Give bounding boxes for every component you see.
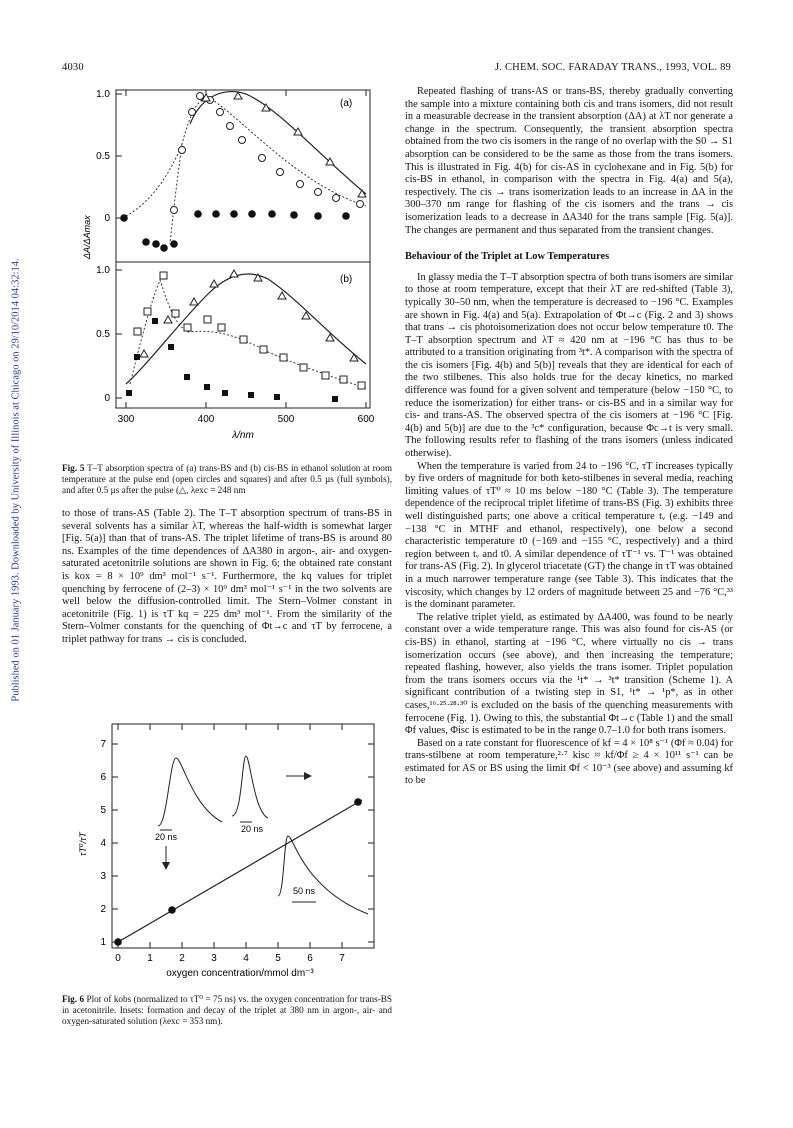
- xtick-300: 300: [117, 414, 135, 425]
- panel-b-filled-squares: [126, 318, 338, 402]
- data-point-oxygen: [354, 798, 362, 806]
- f6-ytick-2: 2: [100, 904, 106, 915]
- figure-6-ylabel: τT⁰/τT: [78, 832, 88, 856]
- f6-ytick-7: 7: [100, 739, 106, 750]
- inset-1-label: 20 ns: [154, 832, 178, 842]
- section-heading: Behaviour of the Triplet at Low Temperatures: [405, 251, 610, 263]
- y-ticks-a: [96, 89, 122, 224]
- figure-5-caption-text: T–T absorption spectra of (a) trans-BS and (b) cis-BS in ethanol solution at room temperature at the pulse end (open circles and squares) and after 0.5 µs (full symbols), and after 0.5 µs after the pulse (△, λexc = 248 nm: [62, 463, 392, 495]
- figure-6-xticks: [115, 724, 345, 964]
- f6-xtick-7: 7: [339, 953, 345, 964]
- f6-xtick-1: 1: [147, 953, 153, 964]
- f6-ytick-5: 5: [100, 805, 106, 816]
- xtick-600: 600: [357, 414, 375, 425]
- download-watermark: [10, 250, 22, 710]
- ytick-b-0: 0: [104, 393, 110, 404]
- x-ticks: [118, 90, 375, 425]
- right-paragraph-5: Based on a rate constant for fluorescence of kf = 4 × 10⁸ s⁻¹ (Φf ≈ 0.04) for trans-stilbene at room temperature,²·⁷ kisc ≈ kf/Φf ≥ 4 × 10¹¹ s⁻¹ can be estimated for AS or BS using the limit Φf < 10⁻³ (see above) and assuming kf to be: [405, 737, 733, 787]
- f6-xtick-3: 3: [211, 953, 217, 964]
- figure-6-caption-label: Fig. 6: [62, 994, 85, 1004]
- right-paragraph-3: When the temperature is varied from 24 to −196 °C, τT increases typically by five orders of magnitude for both keto-stilbenes in several media, reaching limiting values of τT⁰ ≈ 10 ms below −180 °C (Table 3). The temperature dependence of the reciprocal triplet lifetime of trans-BS (Fig. 3) exhibits three well distinguished parts; one above a critical temperature tᵥ (e.g. −149 and −138 °C in MTHF and ethanol, respectively), one below a second characteristic temperature t0 (−169 and −155 °C, respectively) and a third region between tᵥ and t0. A similar dependence of τT⁻¹ vs. T⁻¹ was obtained for trans-AS (Fig. 2). In glycerol triacetate (GT) the change in τT was obtained in a much narrower temperature range (see Table 3). This indicates that the viscosity, which changes by 12 orders of magnitude between 25 and −76 °C,³³ is the dominant parameter.: [405, 460, 734, 611]
- ytick-b-1: 1.0: [96, 265, 110, 276]
- right-paragraph-4: The relative triplet yield, as estimated by ΔA400, was found to be nearly constant over a wide temperature range. This was also found for cis-AS (or cis-BS) in ethanol, starting at −196 °C, where virtually no cis → trans isomerization occurs (see above), and then increasing the temperature; repeated flashing, however, also yields the trans isomer. Triplet population from the trans isomers occurs via the ¹t* → ³t* transition (Scheme 1). A significant contribution of a twisting step in S1, ¹t* → ¹p*, as in other cases,¹⁶·²⁵·²⁸·³⁰ is excluded on the basis of the quenching measurements with ferrocene (Fig. 1). Owing to this, the substantial Φt→c (Table 1) and the small Φf values, Φisc is estimated to be in the range 0.7–1.0 for both trans isomers.: [405, 611, 733, 737]
- left-body-text: [62, 508, 392, 647]
- left-paragraph: to those of trans-AS (Table 2). The T–T absorption spectrum of trans-BS in several solvents has a similar λT, whereas the half-width is somewhat larger [Fig. 5(a)] than that of trans-AS. The triplet lifetime of trans-BS is around 80 ns. Examples of the time dependences of ΔA380 in argon-, air- and oxygen-saturated acetonitrile solutions are shown in Fig. 6; the obtained rate constant is kox = 8 × 10⁹ dm³ mol⁻¹ s⁻¹. Furthermore, the kq values for triplet quenching by ferrocene of (2–3) × 10⁹ dm³ mol⁻¹ s⁻¹ in the two solvents are well below the diffusion-controlled limit. The Stern–Volmer constant in acetonitrile (Fig. 1) is τT kq = 225 dm³ mol⁻¹. From the similarity of the Stern–Volmer constants for the quenching of Φt→c and τT by ferrocene, a triplet pathway for trans → cis is concluded.: [62, 508, 392, 645]
- figure-5-xlabel: λ/nm: [232, 430, 254, 441]
- data-point-air: [168, 906, 176, 914]
- figure-6-chart: [72, 718, 390, 988]
- figure-5-ylabel: ΔA/ΔAmax: [82, 215, 92, 259]
- f6-xtick-5: 5: [275, 953, 281, 964]
- inset-3-label: 50 ns: [292, 886, 316, 896]
- ytick-a-0: 0: [104, 213, 110, 224]
- inset-3-trace: [278, 836, 368, 914]
- panel-a-label: (a): [340, 98, 353, 109]
- figure-5-caption-label: Fig. 5: [62, 463, 85, 473]
- panel-a-filled-circles: [120, 210, 350, 252]
- panel-a-circle-curve: [126, 98, 366, 216]
- figure-6-caption-text: Plot of kobs (normalized to τT⁰ = 75 ns) vs. the oxygen concentration for trans-BS in acetonitrile. Insets: formation and decay of the triplet at 380 nm in argon-, air- and oxygen-saturated solution (λexc = 353 nm).: [62, 994, 393, 1026]
- figure-6-caption: [62, 994, 392, 1027]
- right-paragraph-1: Repeated flashing of trans-AS or trans-BS, thereby gradually converting the sample into a mixture containing both cis and trans isomers, did not result in a measurable decrease in the transient absorption (ΔA) at λT nor generate a change in the spectrum. Consequently, the transient absorption spectra obtained from the two cis isomers in the range of no overlap with the S0 → S1 absorption can be considered to be the same as those from the trans isomers. This is illustrated in Fig. 4(b) for cis-AS in cyclohexane and in Fig. 5(b) for cis-BS in ethanol, in comparison with the spectra in Fig. 4(a) and 5(a), respectively. The cis → trans isomerization leads to an increase in ΔA in the 300–370 nm range for flashing of the cis isomers and the trans → cis isomerization leads to a decrease in ΔA340 for the trans sample [Fig. 5(a)]. The changes are permanent and thus separated from the transient changes.: [405, 86, 733, 236]
- arrow-down-icon: [162, 862, 170, 870]
- ytick-b-05: 0.5: [96, 329, 110, 340]
- ytick-a-05: 0.5: [96, 151, 110, 162]
- figure-6-frame: [112, 724, 374, 948]
- panel-b-label: (b): [340, 274, 353, 285]
- f6-xtick-2: 2: [179, 953, 185, 964]
- inset-2-label: 20 ns: [240, 824, 264, 834]
- journal-header: J. CHEM. SOC. FARADAY TRANS., 1993, VOL. 89: [495, 62, 731, 73]
- download-watermark-text: Published on 01 January 1993. Downloaded by University of Illinois at Chicago on 29/10/2014 04:32:14.: [10, 258, 22, 702]
- panel-b-open-squares: [134, 272, 365, 389]
- data-point-argon: [114, 938, 122, 946]
- f6-ytick-1: 1: [100, 937, 106, 948]
- page-number: 4030: [62, 62, 84, 73]
- figure-5-chart: [78, 84, 390, 454]
- figure-5-caption: [62, 463, 392, 496]
- right-paragraph-2: In glassy media the T–T absorption spectra of both trans isomers are similar to those at room temperature, except that their λT are red-shifted (Table 3), typically 30–50 nm, when the temperature is decreased to −196 °C. Examples are shown in Fig. 4(a) and 5(a). Extrapolation of Φt→c (Fig. 2 and 3) shows that trans → cis photoisomerization does not occur below temperature t0. The T–T absorption spectrum and λT ≈ 420 nm at −196 °C has thus to be attributed to a transition originating from ³t*. A comparison with the spectra of the cis isomers [Fig. 4(b) and 5(b)] reveals that they are identical for each of the two stilbenes. This also holds true for the decay kinetics, no marked difference was found for a given solvent and temperature (below −150 °C, to reduce the isomerization) for either trans- or cis-BS and in a similar way for cis- and trans-AS. The observed spectra of the cis isomers at −196 °C [Fig. 4(b) and 5(b)] are due to the ³c* configuration, because Φc→t is very small. The following results refer to flashing of the trans isomers (unless indicated otherwise).: [405, 271, 733, 460]
- xtick-500: 500: [277, 414, 295, 425]
- f6-xtick-4: 4: [243, 953, 249, 964]
- figure-6-xlabel: oxygen concentration/mmol dm⁻³: [166, 968, 314, 979]
- panel-a-dash-rise: [170, 144, 182, 244]
- xtick-400: 400: [197, 414, 215, 425]
- figure-6-yticks: [100, 739, 374, 948]
- f6-ytick-6: 6: [100, 772, 106, 783]
- f6-ytick-4: 4: [100, 838, 106, 849]
- f6-xtick-0: 0: [115, 953, 121, 964]
- ytick-a-1: 1.0: [96, 89, 110, 100]
- inset-2-trace: [232, 756, 268, 818]
- f6-xtick-6: 6: [307, 953, 313, 964]
- right-column: [405, 86, 733, 788]
- panel-b-triangle-curve: [126, 274, 366, 384]
- fit-line: [118, 800, 362, 942]
- y-ticks-b: [96, 265, 122, 404]
- f6-ytick-3: 3: [100, 871, 106, 882]
- arrow-right-icon: [304, 772, 312, 780]
- inset-1-trace: [158, 758, 222, 826]
